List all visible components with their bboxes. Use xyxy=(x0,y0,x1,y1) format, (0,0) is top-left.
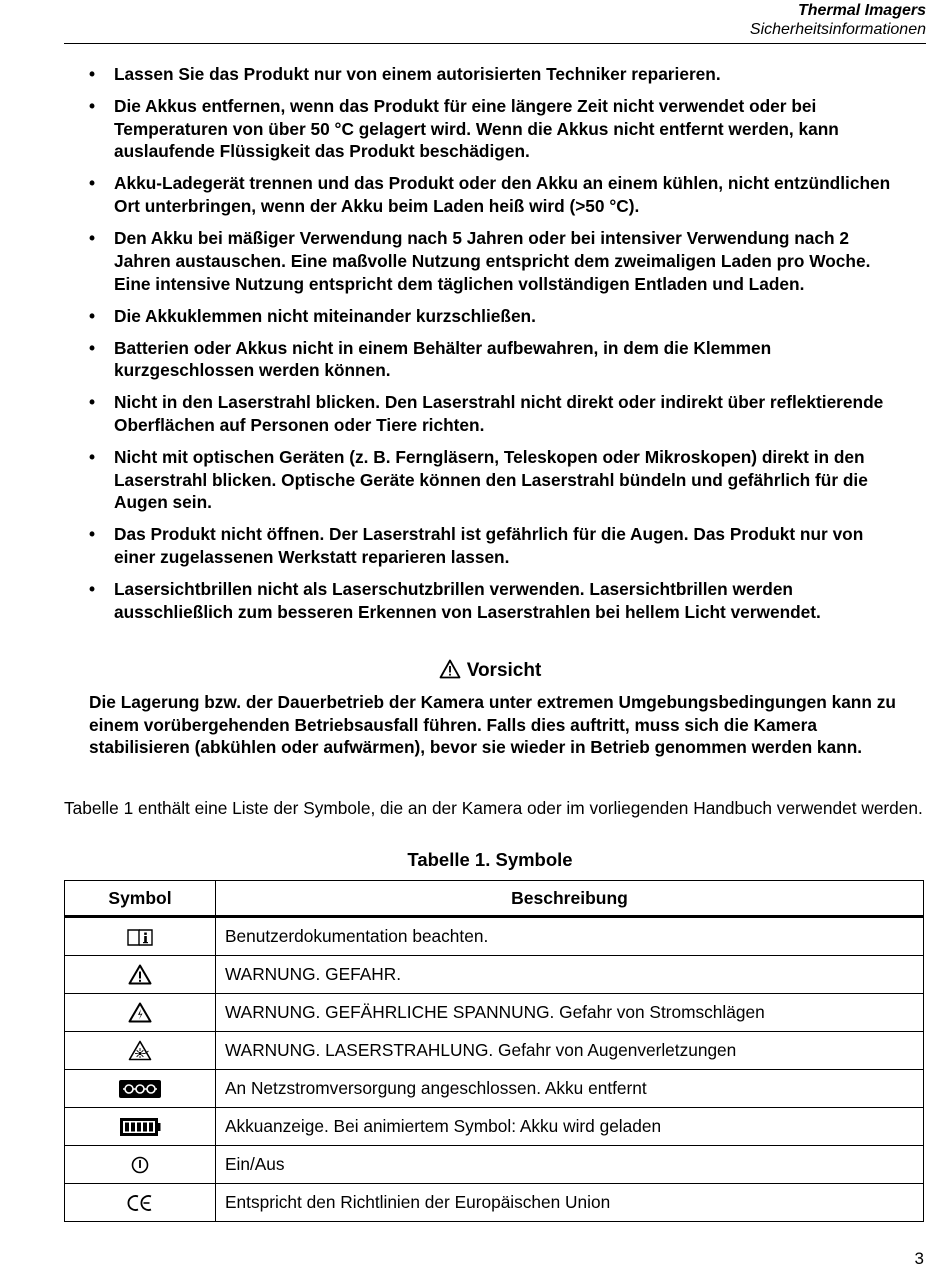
bullet-text: Den Akku bei mäßiger Verwendung nach 5 Jahren oder bei intensiver Verwendung nach 2 Jahren austauschen. Eine maßvolle Nutzung entspricht dem zweimaligen Laden pro Woche. Eine intensive Nutzung entspricht dem täglichen vollständigen Entladen und Laden. xyxy=(114,228,871,294)
list-item xyxy=(89,391,907,436)
table-cell-description: An Netzstromversorgung angeschlossen. Akku entfernt xyxy=(216,1070,924,1108)
list-item xyxy=(89,63,907,86)
bullet-text: Akku-Ladegerät trennen und das Produkt oder den Akku an einem kühlen, nicht entzündlichen Ort unterbringen, wenn der Akku beim Laden heiß wird (>50 °C). xyxy=(114,173,891,217)
caution-heading xyxy=(0,659,950,683)
page-header xyxy=(64,0,926,44)
page-number: 3 xyxy=(914,1249,924,1268)
table-row xyxy=(65,1070,924,1108)
header-subtitle: Sicherheitsinformationen xyxy=(749,21,926,38)
list-item xyxy=(89,578,907,623)
list-item xyxy=(89,305,907,328)
bullet-text: Lasersichtbrillen nicht als Laserschutzbrillen verwenden. Lasersichtbrillen werden ausschließlich zum besseren Erkennen von Laserstrahlen bei hellem Licht verwendet. xyxy=(114,579,821,622)
table-cell-description: Entspricht den Richtlinien der Europäischen Union xyxy=(216,1184,924,1222)
caution-text: Die Lagerung bzw. der Dauerbetrieb der Kamera unter extremen Umgebungsbedingungen kann zu einem vorübergehenden Betriebsausfall führen. Falls dies auftritt, muss sich die Kamera stabilisieren (abkühlen oder aufwärmen), bevor sie wieder in Betrieb genommen werden kann. xyxy=(89,692,896,758)
bullet-dot: • xyxy=(89,305,96,326)
bullet-text: Das Produkt nicht öffnen. Der Laserstrahl ist gefährlich für die Augen. Das Produkt nur von einer zugelassenen Werkstatt reparieren lassen. xyxy=(114,524,864,568)
ce-mark-icon xyxy=(65,1184,216,1222)
bullet-dot: • xyxy=(89,64,96,84)
hazardous-voltage-icon xyxy=(65,994,216,1032)
user-documentation-icon xyxy=(65,917,216,956)
bullet-dot: • xyxy=(89,392,96,413)
bullet-text: Die Akkuklemmen nicht miteinander kurzschließen. xyxy=(114,305,536,326)
table-cell-description: Ein/Aus xyxy=(216,1146,924,1184)
table-cell-description: WARNUNG. GEFAHR. xyxy=(216,956,924,994)
table-caption: Tabelle 1. Symbole xyxy=(407,849,573,870)
bullet-dot: • xyxy=(89,524,96,545)
list-item xyxy=(89,523,907,568)
bullet-text: Die Akkus entfernen, wenn das Produkt für eine längere Zeit nicht verwendet oder bei Temperaturen von über 50 °C gelagert wird. Wenn die Akkus nicht entfernt werden, kann auslaufende Flüssigkeit das Produkt beschädigen. xyxy=(114,96,839,162)
mains-power-icon xyxy=(65,1070,216,1108)
intro-paragraph: Tabelle 1 enthält eine Liste der Symbole, die an der Kamera oder im vorliegenden Handbuch verwendet werden. xyxy=(64,798,923,818)
table-cell-description: WARNUNG. GEFÄHRLICHE SPANNUNG. Gefahr von Stromschlägen xyxy=(216,994,924,1032)
column-header-symbol: Symbol xyxy=(65,881,216,917)
laser-radiation-icon xyxy=(65,1032,216,1070)
header-title: Thermal Imagers xyxy=(797,2,926,19)
bullet-text: Lassen Sie das Produkt nur von einem autorisierten Techniker reparieren. xyxy=(114,64,721,84)
list-item xyxy=(89,227,907,295)
table-row xyxy=(65,994,924,1032)
list-item xyxy=(89,172,907,217)
table-cell-description: WARNUNG. LASERSTRAHLUNG. Gefahr von Augenverletzungen xyxy=(216,1032,924,1070)
bullet-text: Nicht in den Laserstrahl blicken. Den Laserstrahl nicht direkt oder indirekt über reflektierende Oberflächen auf Personen oder Tiere richten. xyxy=(114,392,884,435)
caution-title: Vorsicht xyxy=(466,660,542,681)
bullet-dot: • xyxy=(89,579,96,600)
bullet-dot: • xyxy=(89,96,96,116)
bullet-dot: • xyxy=(89,228,96,249)
power-icon xyxy=(65,1146,216,1184)
list-item xyxy=(89,446,907,514)
table-row xyxy=(65,1184,924,1222)
list-item xyxy=(89,95,907,163)
warning-triangle-icon xyxy=(439,659,461,679)
table-row xyxy=(65,1146,924,1184)
bullet-text: Batterien oder Akkus nicht in einem Behälter aufbewahren, in dem die Klemmen kurzgeschlossen werden können. xyxy=(114,337,772,381)
bullet-dot: • xyxy=(89,173,96,194)
table-row xyxy=(65,956,924,994)
table-row xyxy=(65,917,924,956)
bullet-dot: • xyxy=(89,337,96,358)
warning-triangle-icon xyxy=(65,956,216,994)
symbols-table xyxy=(64,880,924,1222)
table-header-row xyxy=(65,881,924,917)
safety-bullet-list xyxy=(89,63,907,633)
bullet-text: Nicht mit optischen Geräten (z. B. Ferngläsern, Teleskopen oder Mikroskopen) direkt in den Laserstrahl blicken. Optische Geräte können den Laserstrahl bündeln und gefährlich für die Augen sein. xyxy=(114,446,868,513)
list-item xyxy=(89,337,907,382)
table-row xyxy=(65,1032,924,1070)
table-cell-description: Benutzerdokumentation beachten. xyxy=(216,917,924,956)
bullet-dot: • xyxy=(89,446,96,467)
table-row xyxy=(65,1108,924,1146)
table-cell-description: Akkuanzeige. Bei animiertem Symbol: Akku wird geladen xyxy=(216,1108,924,1146)
battery-icon xyxy=(65,1108,216,1146)
column-header-description: Beschreibung xyxy=(216,881,924,917)
